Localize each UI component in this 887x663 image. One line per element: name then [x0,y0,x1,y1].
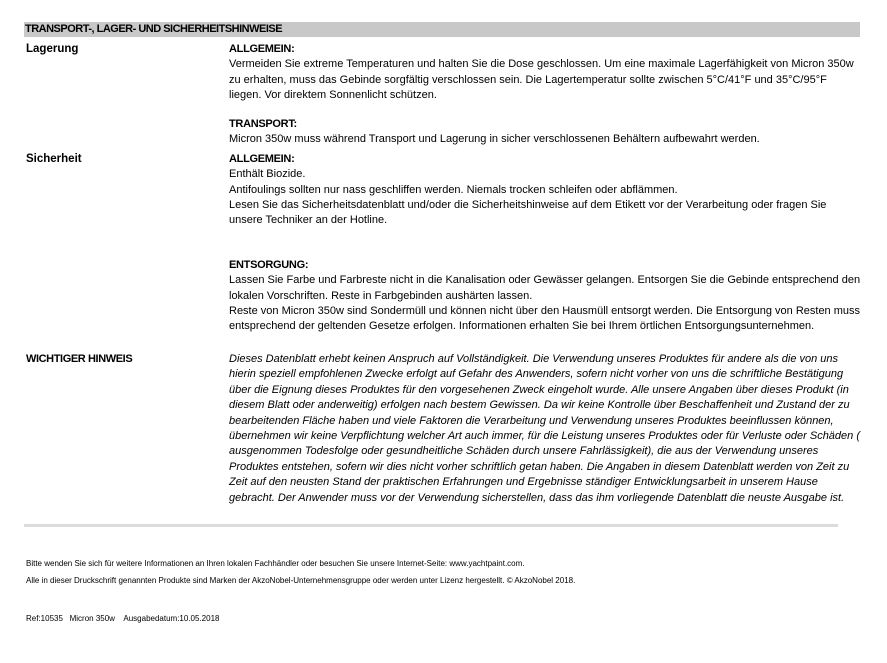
safety-disposal-line: Lassen Sie Farbe und Farbreste nicht in die Kanalisation oder Gewässer gelangen. Entsorgen Sie die Gebinde entsprechend den lokalen Vorschriften. Reste in Farbgebinden aushärten lassen. [229,274,861,302]
safety-general-line: Enthält Biozide. [229,168,306,181]
storage-general-heading: ALLGEMEIN: [229,43,295,55]
notice-label: WICHTIGER HINWEIS [26,353,133,365]
safety-label: Sicherheit [26,153,82,165]
safety-general-heading: ALLGEMEIN: [229,153,295,165]
storage-transport-block [229,117,861,148]
safety-disposal-heading: ENTSORGUNG: [229,259,309,271]
safety-disposal-block [229,258,861,334]
storage-transport-heading: TRANSPORT: [229,118,297,130]
section-divider [24,524,838,527]
safety-general-block [229,152,861,228]
storage-general-block [229,42,861,103]
footer-reference: Ref:10535 Micron 350w Ausgabedatum:10.05.2018 [26,614,220,623]
safety-general-line: Lesen Sie das Sicherheitsdatenblatt und/oder die Sicherheitshinweise auf dem Etikett vor der Verarbeitung oder fragen Sie unsere Techniker an der Hotline. [229,198,827,227]
storage-transport-text: Micron 350w muss während Transport und Lagerung in sicher verschlossenen Behältern aufbewahrt werden. [229,133,760,146]
footer-trademark: Alle in dieser Druckschrift genannten Produkte sind Marken der AkzoNobel-Unternehmensgruppe oder werden unter Lizenz hergestellt. © AkzoNobel 2018. [26,576,576,585]
safety-disposal-line: Reste von Micron 350w sind Sondermüll und können nicht über den Hausmüll entsorgt werden. Die Entsorgung von Resten muss entsprechend der geltenden Gesetze erfolgen. Informationen erhalten Sie bei Ihrem örtlichen Entsorgungsunternehmen. [229,304,861,333]
safety-general-line: Antifoulings sollten nur nass geschliffen werden. Niemals trocken schleifen oder abflämmen. [229,183,678,196]
notice-text: Dieses Datenblatt erhebt keinen Anspruch auf Vollständigkeit. Die Verwendung unseres Produktes für andere als die von uns hierin speziell empfohlenen Zwecke erfolgt auf Gefahr des Anwenders, sofern nicht vorher von uns die schriftliche Bestätigung über die Eignung dieses Produktes für den vorgesehenen Zweck eingeholt wurde. Alle unsere Angaben über dieses Produkt (in diesem Blatt oder anderweitig) erfolgen nach bestem Gewissen. Da wir keine Kontrolle über Beschaffenheit und Zustand der zu bearbeitenden Fläche haben und viele Faktoren die Verarbeitung und Verwendung unseres Produktes beeinflussen können, übernehmen wir keine Verpflichtung welcher Art auch immer, für die Leistung unseres Produktes oder für Verluste oder Schäden ( ausgenommen Todesfolge oder gesundheitliche Schäden durch unsere Fahrlässigkeit), die aus der Verwendung unseres Produktes entstehen, sofern wir dies nicht vorher schriftlich getan haben. Die Angaben in diesem Datenblatt werden von Zeit zu Zeit auf den neusten Stand der praktischen Erfahrungen und Ergebnisse ständiger Entwicklungsarbeit in unserem Hause gebracht. Der Anwender muss vor der Verwendung sicherstellen, dass das ihm vorliegende Datenblatt die neuste Ausgabe ist. [229,353,860,504]
footer-contact: Bitte wenden Sie sich für weitere Informationen an Ihren lokalen Fachhändler oder besuchen Sie unsere Internet-Seite: www.yachtpaint.com. [26,559,525,568]
storage-label: Lagerung [26,43,79,55]
section-title: TRANSPORT-, LAGER- UND SICHERHEITSHINWEISE [25,23,283,35]
storage-general-text: Vermeiden Sie extreme Temperaturen und halten Sie die Dose geschlossen. Um eine maximale Lagerfähigkeit von Micron 350w zu erhalten, muss das Gebinde sorgfältig verschlossen sein. Die Lagertemperatur sollte zwischen 5°C/41°F und 35°C/95°F liegen. Vor direktem Sonnenlicht schützen. [229,58,854,101]
